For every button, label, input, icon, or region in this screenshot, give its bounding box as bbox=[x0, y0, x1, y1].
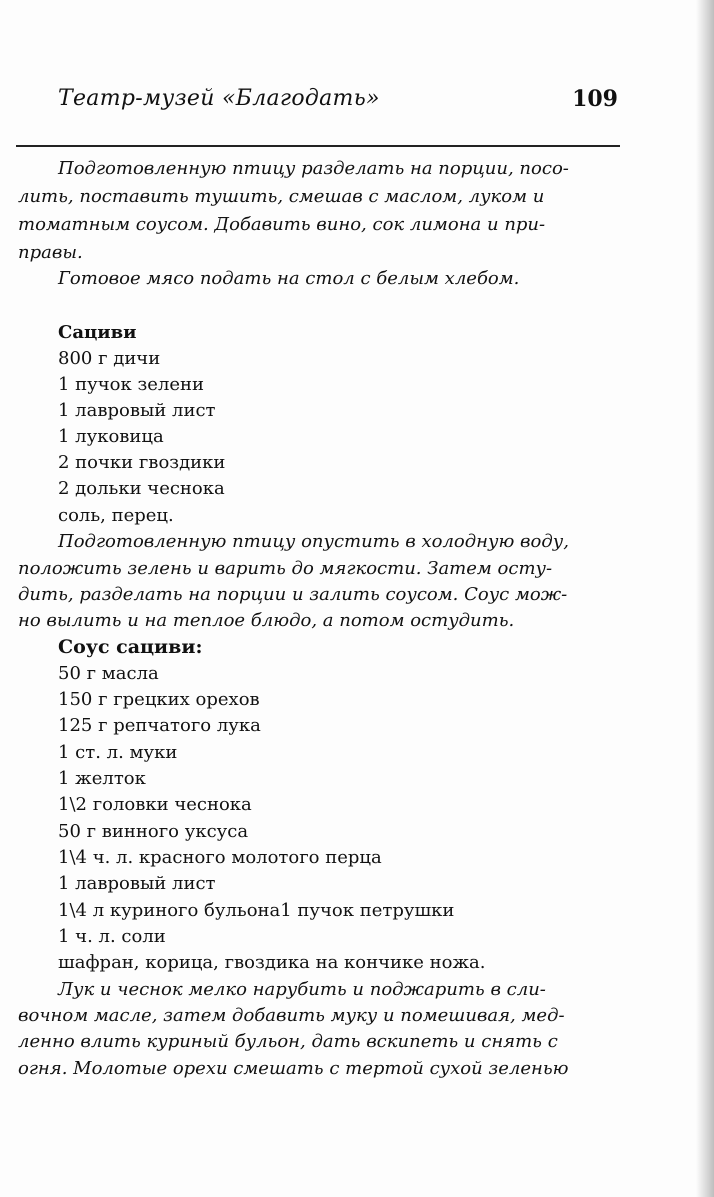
page-edge-shadow bbox=[696, 0, 714, 1197]
intro-line: Подготовленную птицу разделать на порции, посо- bbox=[58, 158, 569, 179]
ingredient-item: 2 дольки чеснока bbox=[58, 478, 225, 499]
sauce-method-line: ленно влить куриный бульон, дать вскипеть и снять с bbox=[18, 1031, 558, 1052]
recipe-title: Сациви bbox=[58, 322, 137, 343]
sauce-ingredient-item: 150 г грецких орехов bbox=[58, 689, 260, 710]
ingredient-item: 1 пучок зелени bbox=[58, 374, 205, 395]
sauce-method-line: огня. Молотые орехи смешать с тертой сухой зеленью bbox=[18, 1058, 569, 1079]
page-number: 109 bbox=[572, 86, 618, 112]
sauce-title: Соус сациви: bbox=[58, 636, 203, 658]
sauce-ingredient-item: 1\4 л куриного бульона1 пучок петрушки bbox=[58, 900, 455, 921]
intro-line: томатным соусом. Добавить вино, сок лимона и при- bbox=[18, 214, 546, 235]
sauce-ingredient-item: 1 ст. л. муки bbox=[58, 742, 178, 763]
running-title: Театр-музей «Благодать» bbox=[58, 86, 380, 111]
intro-line: Готовое мясо подать на стол с белым хлебом. bbox=[58, 268, 520, 289]
ingredient-item: 1 лавровый лист bbox=[58, 400, 216, 421]
sauce-ingredient-item: 1 желток bbox=[58, 768, 146, 789]
ingredient-item: 1 луковица bbox=[58, 426, 164, 447]
ingredient-item: 2 почки гвоздики bbox=[58, 452, 226, 473]
sauce-ingredient-item: 1\2 головки чеснока bbox=[58, 794, 252, 815]
sauce-ingredient-item: 125 г репчатого лука bbox=[58, 715, 261, 736]
method-line: но вылить и на теплое блюдо, а потом остудить. bbox=[18, 610, 515, 631]
intro-line: лить, поставить тушить, смешав с маслом, луком и bbox=[18, 186, 545, 207]
sauce-ingredient-item: шафран, корица, гвоздика на кончике ножа. bbox=[58, 952, 486, 973]
ingredient-item: соль, перец. bbox=[58, 505, 174, 526]
sauce-ingredient-item: 1 лавровый лист bbox=[58, 873, 216, 894]
sauce-ingredient-item: 50 г масла bbox=[58, 663, 159, 684]
running-header bbox=[58, 86, 618, 120]
method-line: дить, разделать на порции и залить соусом. Соус мож- bbox=[18, 584, 568, 605]
header-rule bbox=[16, 145, 620, 147]
method-line: положить зелень и варить до мягкости. Затем осту- bbox=[18, 558, 553, 579]
sauce-ingredient-item: 50 г винного уксуса bbox=[58, 821, 249, 842]
sauce-method-line: вочном масле, затем добавить муку и помешивая, мед- bbox=[18, 1005, 565, 1026]
method-line: Подготовленную птицу опустить в холодную воду, bbox=[58, 531, 569, 552]
intro-line: правы. bbox=[18, 242, 83, 263]
sauce-method-line: Лук и чеснок мелко нарубить и поджарить в сли- bbox=[58, 979, 546, 1000]
sauce-ingredient-item: 1\4 ч. л. красного молотого перца bbox=[58, 847, 382, 868]
sauce-ingredient-item: 1 ч. л. соли bbox=[58, 926, 166, 947]
ingredient-item: 800 г дичи bbox=[58, 348, 161, 369]
